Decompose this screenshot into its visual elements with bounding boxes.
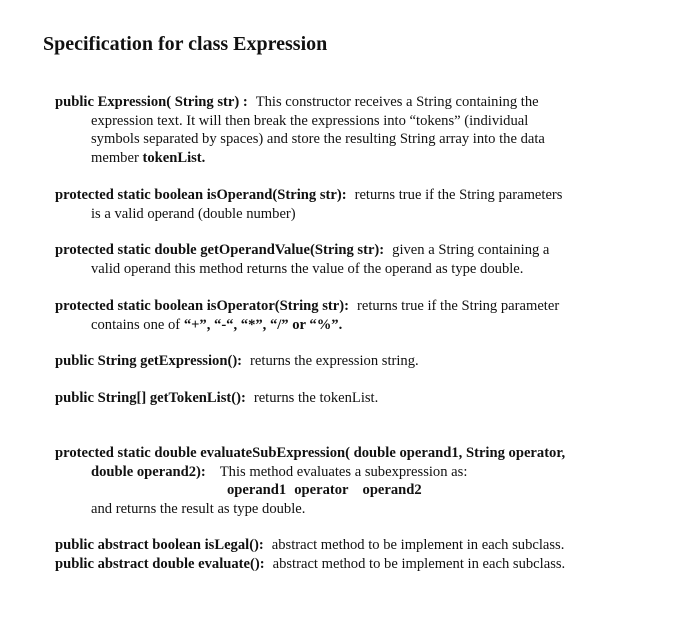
method-line bbox=[55, 352, 630, 371]
method-description-line: and returns the result as type double. bbox=[91, 500, 306, 517]
method-description: returns the expression string. bbox=[250, 353, 419, 369]
method-signature-line bbox=[55, 444, 630, 463]
formula-operand2: operand2 bbox=[362, 482, 422, 498]
method-signature: public String getExpression(): bbox=[55, 353, 243, 369]
method-line bbox=[55, 297, 630, 316]
method-line bbox=[55, 555, 630, 574]
method-signature: protected static boolean isOperand(String str): bbox=[55, 187, 347, 203]
method-description: given a String containing a bbox=[392, 242, 550, 258]
page-title: Specification for class Expression bbox=[43, 33, 328, 55]
method-description-line bbox=[55, 149, 630, 168]
subexpression-formula bbox=[55, 481, 630, 500]
method-signature: protected static double evaluateSubExpression( double operand1, String operator, bbox=[55, 445, 566, 461]
operator-list: “+”, “-“, “*”, “/” or “%”. bbox=[183, 316, 343, 333]
method-line bbox=[55, 241, 630, 260]
method-signature-continued: double operand2): bbox=[91, 463, 206, 480]
method-description: returns true if the String parameters bbox=[354, 187, 563, 203]
method-line bbox=[55, 93, 630, 112]
method-get-operand-value bbox=[55, 241, 630, 278]
method-description: returns the tokenList. bbox=[253, 390, 379, 406]
method-is-legal bbox=[55, 536, 630, 555]
method-line bbox=[55, 186, 630, 205]
method-description: contains one of bbox=[91, 316, 184, 333]
method-signature: public String[] getTokenList(): bbox=[55, 390, 246, 406]
method-get-token-list bbox=[55, 389, 630, 408]
method-signature: public abstract double evaluate(): bbox=[55, 556, 265, 572]
method-signature: protected static boolean isOperator(String str): bbox=[55, 298, 349, 314]
method-description: This method evaluates a subexpression as: bbox=[219, 463, 468, 480]
method-signature: public abstract boolean isLegal(): bbox=[55, 537, 264, 553]
method-description-line: symbols separated by spaces) and store the resulting String array into the data bbox=[91, 131, 545, 147]
method-description: This constructor receives a String containing the bbox=[255, 94, 539, 110]
method-description-line: expression text. It will then break the expressions into “tokens” (individual bbox=[91, 112, 529, 129]
member-name: tokenList. bbox=[142, 149, 206, 166]
method-is-operator bbox=[55, 297, 630, 334]
method-evaluate-sub-expression bbox=[55, 444, 630, 518]
method-evaluate bbox=[55, 555, 630, 574]
method-get-expression bbox=[55, 352, 630, 371]
method-description: member bbox=[91, 149, 143, 166]
method-constructor bbox=[55, 93, 630, 167]
method-signature: public Expression( String str) : bbox=[55, 94, 248, 110]
method-signature: protected static double getOperandValue(String str): bbox=[55, 242, 385, 258]
method-line bbox=[55, 536, 630, 555]
method-description-line: valid operand this method returns the value of the operand as type double. bbox=[91, 260, 524, 277]
method-description: abstract method to be implement in each subclass. bbox=[272, 556, 566, 572]
formula-operator: operator bbox=[294, 482, 349, 498]
method-is-operand bbox=[55, 186, 630, 223]
method-description: abstract method to be implement in each subclass. bbox=[271, 537, 565, 553]
method-description-line bbox=[55, 316, 630, 335]
method-description: returns true if the String parameter bbox=[356, 298, 560, 314]
method-line bbox=[55, 389, 630, 408]
method-line bbox=[55, 463, 630, 482]
formula-operand1: operand1 bbox=[227, 482, 287, 498]
method-description-line: is a valid operand (double number) bbox=[91, 205, 296, 222]
